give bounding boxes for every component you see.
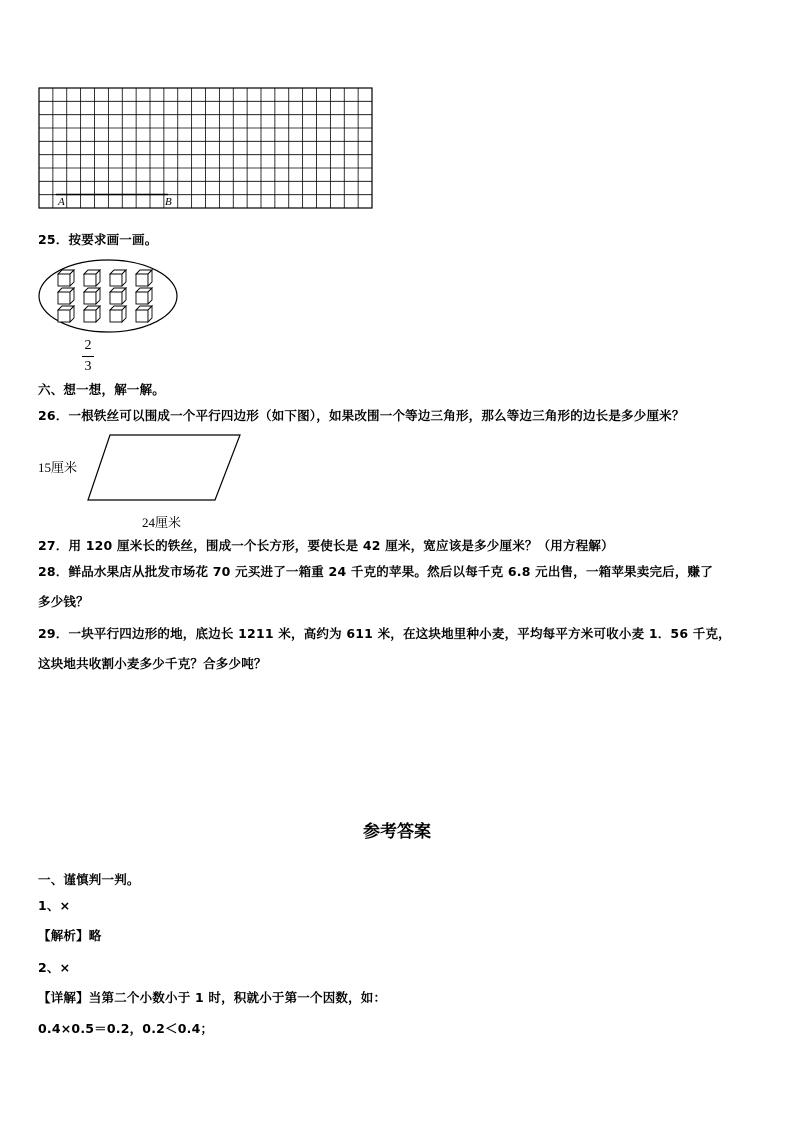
answer-1-note: 【解析】略: [38, 928, 102, 943]
answer-1: 1、×: [38, 898, 71, 913]
cube-icon: [136, 270, 152, 286]
cube-icon: [110, 306, 126, 322]
cube-icon: [84, 270, 100, 286]
cube-icon: [136, 288, 152, 304]
cube-icon: [110, 288, 126, 304]
side-length-label: 15厘米: [38, 460, 78, 475]
question-27: 27．用 120 厘米长的铁丝，围成一个长方形，要使长是 42 厘米，宽应该是多少厘米？（用方程解）: [38, 538, 614, 553]
cube-icon: [84, 288, 100, 304]
answers-section-1: 一、谨慎判一判。: [38, 872, 140, 887]
section-6-heading: 六、想一想，解一解。: [38, 382, 166, 397]
question-28-line-2: 多少钱？: [38, 594, 89, 609]
cube-icon: [84, 306, 100, 322]
fraction-denominator: 3: [84, 359, 92, 374]
answer-2-note: 【详解】当第二个小数小于 1 时，积就小于第一个因数，如：: [38, 990, 387, 1005]
cube-icon: [58, 288, 74, 304]
parallelogram-figure: [85, 433, 243, 503]
point-a-label: A: [58, 196, 65, 208]
cubes-oval-figure: [36, 257, 182, 335]
question-26: 26．一根铁丝可以围成一个平行四边形（如下图），如果改围一个等边三角形，那么等边三角形的边长是多少厘米？: [38, 408, 685, 423]
cube-icon: [58, 306, 74, 322]
answers-title: 参考答案: [363, 822, 431, 842]
cube-icon: [110, 270, 126, 286]
fraction-numerator: 2: [84, 338, 92, 353]
question-29-line-2: 这块地共收割小麦多少千克？合多少吨？: [38, 656, 267, 671]
question-25: 25．按要求画一画。: [38, 232, 158, 247]
question-29-line-1: 29．一块平行四边形的地，底边长 1211 米，高约为 611 米，在这块地里种小麦，平均每平方米可收小麦 1．56 千克，: [38, 626, 731, 641]
cube-icon: [58, 270, 74, 286]
fraction-two-thirds: [80, 338, 96, 375]
base-length-label: 24厘米: [142, 515, 182, 530]
cube-icon: [136, 306, 152, 322]
point-b-label: B: [165, 196, 172, 208]
answer-2: 2、×: [38, 960, 71, 975]
question-28-line-1: 28．鲜品水果店从批发市场花 70 元买进了一箱重 24 千克的苹果。然后以每千克 6.8 元出售，一箱苹果卖完后，赚了: [38, 564, 713, 579]
answer-2-example: 0.4×0.5＝0.2，0.2＜0.4；: [38, 1021, 214, 1036]
grid-figure: [38, 87, 374, 211]
